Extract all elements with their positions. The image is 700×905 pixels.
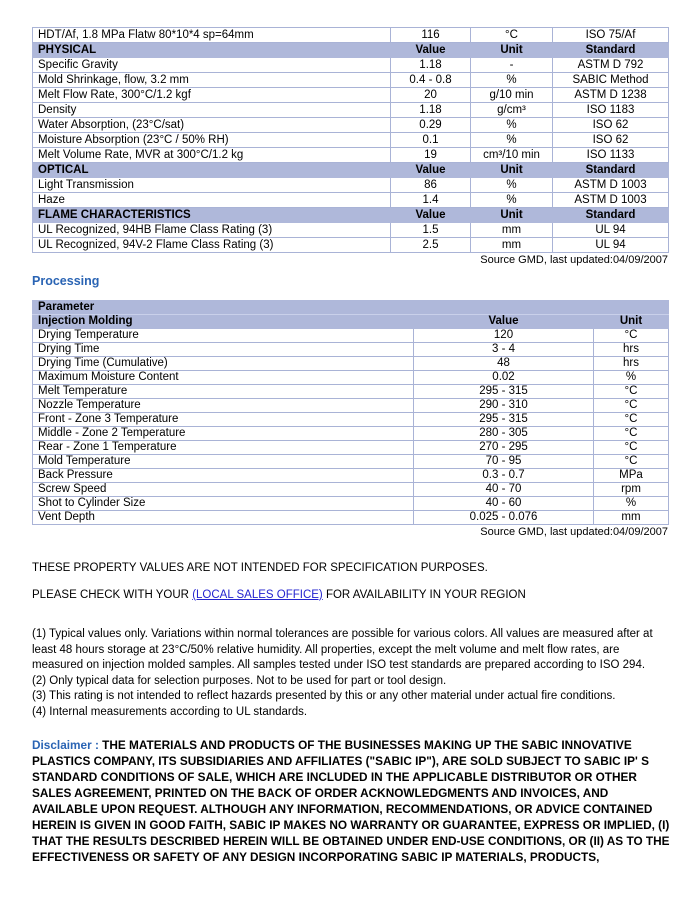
parameter-cell: Melt Temperature	[33, 385, 414, 399]
unit-cell: %	[594, 497, 669, 511]
standard-cell: ISO 1133	[553, 148, 669, 163]
section-header-label: FLAME CHARACTERISTICS	[33, 208, 391, 223]
value-cell: 116	[391, 28, 471, 43]
standard-cell: ISO 62	[553, 133, 669, 148]
disclaimer-paragraph	[32, 737, 672, 865]
unit-cell: °C	[594, 441, 669, 455]
property-row	[33, 28, 669, 43]
parameter-cell: Middle - Zone 2 Temperature	[33, 427, 414, 441]
disclaimer-text: THE MATERIALS AND PRODUCTS OF THE BUSINESSES MAKING UP THE SABIC INNOVATIVE PLASTICS COMPANY, ITS SUBSIDIARIES AND AFFILIATES ("SABIC IP"), ARE SOLD SUBJECT TO SABIC IP' S STANDARD CONDITIONS OF SALE, WHICH ARE INCLUDED IN THE APPLICABLE DISTRIBUTOR OR OTHER SALES AGREEMENT, PRINTED ON THE BACK OF ORDER ACKNOWLEDGMENTS AND INVOICES, AND AVAILABLE UPON REQUEST. ALTHOUGH ANY INFORMATION, RECOMMENDATIONS, OR ADVICE CONTAINED HEREIN IS GIVEN IN GOOD FAITH, SABIC IP MAKES NO WARRANTY OR GUARANTEE, EXPRESS OR IMPLIED, (I) THAT THE RESULTS DESCRIBED HEREIN WILL BE OBTAINED UNDER END-USE CONDITIONS, OR (II) AS TO THE EFFECTIVENESS OR SAFETY OF ANY DESIGN INCORPORATING SABIC IP MATERIALS, PRODUCTS,	[32, 738, 670, 864]
unit-cell: %	[594, 371, 669, 385]
value-cell: 0.1	[391, 133, 471, 148]
value-column-header: Value	[414, 315, 594, 329]
processing-header-row-columns	[33, 315, 669, 329]
unit-column-header: Unit	[471, 208, 553, 223]
parameter-cell: Rear - Zone 1 Temperature	[33, 441, 414, 455]
property-row	[33, 178, 669, 193]
property-row	[33, 58, 669, 73]
value-cell: 20	[391, 88, 471, 103]
value-cell: 40 - 70	[414, 483, 594, 497]
value-cell: 40 - 60	[414, 497, 594, 511]
parameter-cell: Back Pressure	[33, 469, 414, 483]
unit-column-header: Unit	[471, 163, 553, 178]
section-header-row	[33, 163, 669, 178]
value-cell: 3 - 4	[414, 343, 594, 357]
unit-cell: -	[471, 58, 553, 73]
section-header-row	[33, 43, 669, 58]
parameter-row	[33, 455, 669, 469]
value-cell: 290 - 310	[414, 399, 594, 413]
parameter-row	[33, 385, 669, 399]
parameter-cell: Vent Depth	[33, 511, 414, 525]
unit-cell: °C	[594, 399, 669, 413]
standard-column-header: Standard	[553, 208, 669, 223]
parameter-row	[33, 329, 669, 343]
footnote-4: (4) Internal measurements according to UL standards.	[32, 705, 308, 718]
unit-cell: °C	[594, 385, 669, 399]
value-cell: 295 - 315	[414, 413, 594, 427]
property-cell: Specific Gravity	[33, 58, 391, 73]
unit-cell: MPa	[594, 469, 669, 483]
unit-cell: mm	[594, 511, 669, 525]
unit-cell: %	[471, 133, 553, 148]
parameter-cell: Screw Speed	[33, 483, 414, 497]
footnote-3: (3) This rating is not intended to reflect hazards presented by this or any other material under actual fire conditions.	[32, 690, 616, 702]
value-cell: 0.025 - 0.076	[414, 511, 594, 525]
value-cell: 120	[414, 329, 594, 343]
unit-cell: °C	[471, 28, 553, 43]
value-cell: 1.5	[391, 223, 471, 238]
property-cell: UL Recognized, 94HB Flame Class Rating (3)	[33, 223, 391, 238]
section-header-row	[33, 208, 669, 223]
standard-column-header: Standard	[553, 43, 669, 58]
unit-cell: °C	[594, 413, 669, 427]
unit-cell: %	[471, 118, 553, 133]
unit-cell: hrs	[594, 357, 669, 371]
unit-cell: %	[471, 178, 553, 193]
unit-cell: °C	[594, 427, 669, 441]
value-column-header: Value	[391, 43, 471, 58]
unit-cell: mm	[471, 223, 553, 238]
standard-cell: ASTM D 1003	[553, 178, 669, 193]
value-cell: 0.02	[414, 371, 594, 385]
section-header-label: PHYSICAL	[33, 43, 391, 58]
processing-source-note: Source GMD, last updated:04/09/2007	[480, 526, 668, 538]
footnote-2: (2) Only typical data for selection purposes. Not to be used for part or tool design.	[32, 674, 447, 687]
parameter-row	[33, 441, 669, 455]
unit-cell: rpm	[594, 483, 669, 497]
property-cell: Water Absorption, (23°C/sat)	[33, 118, 391, 133]
value-cell: 0.29	[391, 118, 471, 133]
footnotes-block	[32, 627, 668, 720]
property-cell: Haze	[33, 193, 391, 208]
value-cell: 2.5	[391, 238, 471, 253]
unit-cell: hrs	[594, 343, 669, 357]
region-note-before: PLEASE CHECK WITH YOUR	[32, 589, 193, 601]
parameter-row	[33, 427, 669, 441]
standard-cell: UL 94	[553, 238, 669, 253]
region-note-after: FOR AVAILABILITY IN YOUR REGION	[322, 589, 526, 601]
parameter-row	[33, 371, 669, 385]
unit-cell: °C	[594, 455, 669, 469]
value-cell: 0.4 - 0.8	[391, 73, 471, 88]
unit-cell: g/cm³	[471, 103, 553, 118]
unit-cell: g/10 min	[471, 88, 553, 103]
parameter-row	[33, 483, 669, 497]
standard-cell: ISO 1183	[553, 103, 669, 118]
section-header-label: OPTICAL	[33, 163, 391, 178]
footnote-1: (1) Typical values only. Variations within normal tolerances are possible for various colors. All values are measured after at least 48 hours storage at 23°C/50% relative humidity. All properties, except the melt volume and melt flow rates, are measured on injection molded samples. All samples tested under ISO test standards are prepared according to ISO 294.	[32, 628, 653, 671]
standard-cell: ASTM D 1238	[553, 88, 669, 103]
value-column-header: Value	[391, 208, 471, 223]
standard-cell: SABIC Method	[553, 73, 669, 88]
property-row	[33, 193, 669, 208]
property-row	[33, 223, 669, 238]
value-cell: 19	[391, 148, 471, 163]
property-cell: Melt Flow Rate, 300°C/1.2 kgf	[33, 88, 391, 103]
standard-cell: ISO 75/Af	[553, 28, 669, 43]
value-cell: 1.4	[391, 193, 471, 208]
parameter-header-label: Parameter	[33, 301, 669, 315]
property-cell: Density	[33, 103, 391, 118]
value-cell: 86	[391, 178, 471, 193]
property-row	[33, 103, 669, 118]
property-cell: Moisture Absorption (23°C / 50% RH)	[33, 133, 391, 148]
standard-cell: ASTM D 1003	[553, 193, 669, 208]
unit-cell: %	[471, 193, 553, 208]
parameter-row	[33, 343, 669, 357]
standard-cell: ASTM D 792	[553, 58, 669, 73]
value-column-header: Value	[391, 163, 471, 178]
property-cell: Light Transmission	[33, 178, 391, 193]
standard-cell: ISO 62	[553, 118, 669, 133]
value-cell: 48	[414, 357, 594, 371]
value-cell: 270 - 295	[414, 441, 594, 455]
parameter-cell: Drying Temperature	[33, 329, 414, 343]
properties-source-note: Source GMD, last updated:04/09/2007	[480, 254, 668, 266]
property-cell: UL Recognized, 94V-2 Flame Class Rating (3)	[33, 238, 391, 253]
property-row	[33, 73, 669, 88]
parameter-cell: Nozzle Temperature	[33, 399, 414, 413]
processing-heading: Processing	[32, 274, 100, 288]
parameter-row	[33, 511, 669, 525]
processing-header-row-parameter	[33, 301, 669, 315]
value-cell: 0.3 - 0.7	[414, 469, 594, 483]
standard-column-header: Standard	[553, 163, 669, 178]
properties-table	[32, 27, 669, 253]
unit-column-header: Unit	[594, 315, 669, 329]
property-cell: HDT/Af, 1.8 MPa Flatw 80*10*4 sp=64mm	[33, 28, 391, 43]
parameter-cell: Drying Time (Cumulative)	[33, 357, 414, 371]
value-cell: 1.18	[391, 58, 471, 73]
specification-purpose-note: THESE PROPERTY VALUES ARE NOT INTENDED FOR SPECIFICATION PURPOSES.	[32, 562, 488, 574]
value-cell: 280 - 305	[414, 427, 594, 441]
unit-column-header: Unit	[471, 43, 553, 58]
value-cell: 70 - 95	[414, 455, 594, 469]
parameter-row	[33, 413, 669, 427]
value-cell: 295 - 315	[414, 385, 594, 399]
parameter-row	[33, 497, 669, 511]
parameter-row	[33, 469, 669, 483]
local-sales-office-link[interactable]: (LOCAL SALES OFFICE)	[192, 589, 323, 601]
standard-cell: UL 94	[553, 223, 669, 238]
processing-table	[32, 300, 669, 525]
property-row	[33, 118, 669, 133]
unit-cell: mm	[471, 238, 553, 253]
property-row	[33, 238, 669, 253]
parameter-cell: Shot to Cylinder Size	[33, 497, 414, 511]
unit-cell: °C	[594, 329, 669, 343]
disclaimer-label: Disclaimer :	[32, 738, 103, 752]
property-row	[33, 133, 669, 148]
parameter-cell: Maximum Moisture Content	[33, 371, 414, 385]
parameter-cell: Mold Temperature	[33, 455, 414, 469]
parameter-row	[33, 357, 669, 371]
unit-cell: %	[471, 73, 553, 88]
injection-molding-header-label: Injection Molding	[33, 315, 414, 329]
parameter-cell: Front - Zone 3 Temperature	[33, 413, 414, 427]
property-row	[33, 148, 669, 163]
parameter-row	[33, 399, 669, 413]
unit-cell: cm³/10 min	[471, 148, 553, 163]
value-cell: 1.18	[391, 103, 471, 118]
region-availability-note	[32, 588, 668, 602]
property-cell: Mold Shrinkage, flow, 3.2 mm	[33, 73, 391, 88]
property-row	[33, 88, 669, 103]
parameter-cell: Drying Time	[33, 343, 414, 357]
property-cell: Melt Volume Rate, MVR at 300°C/1.2 kg	[33, 148, 391, 163]
